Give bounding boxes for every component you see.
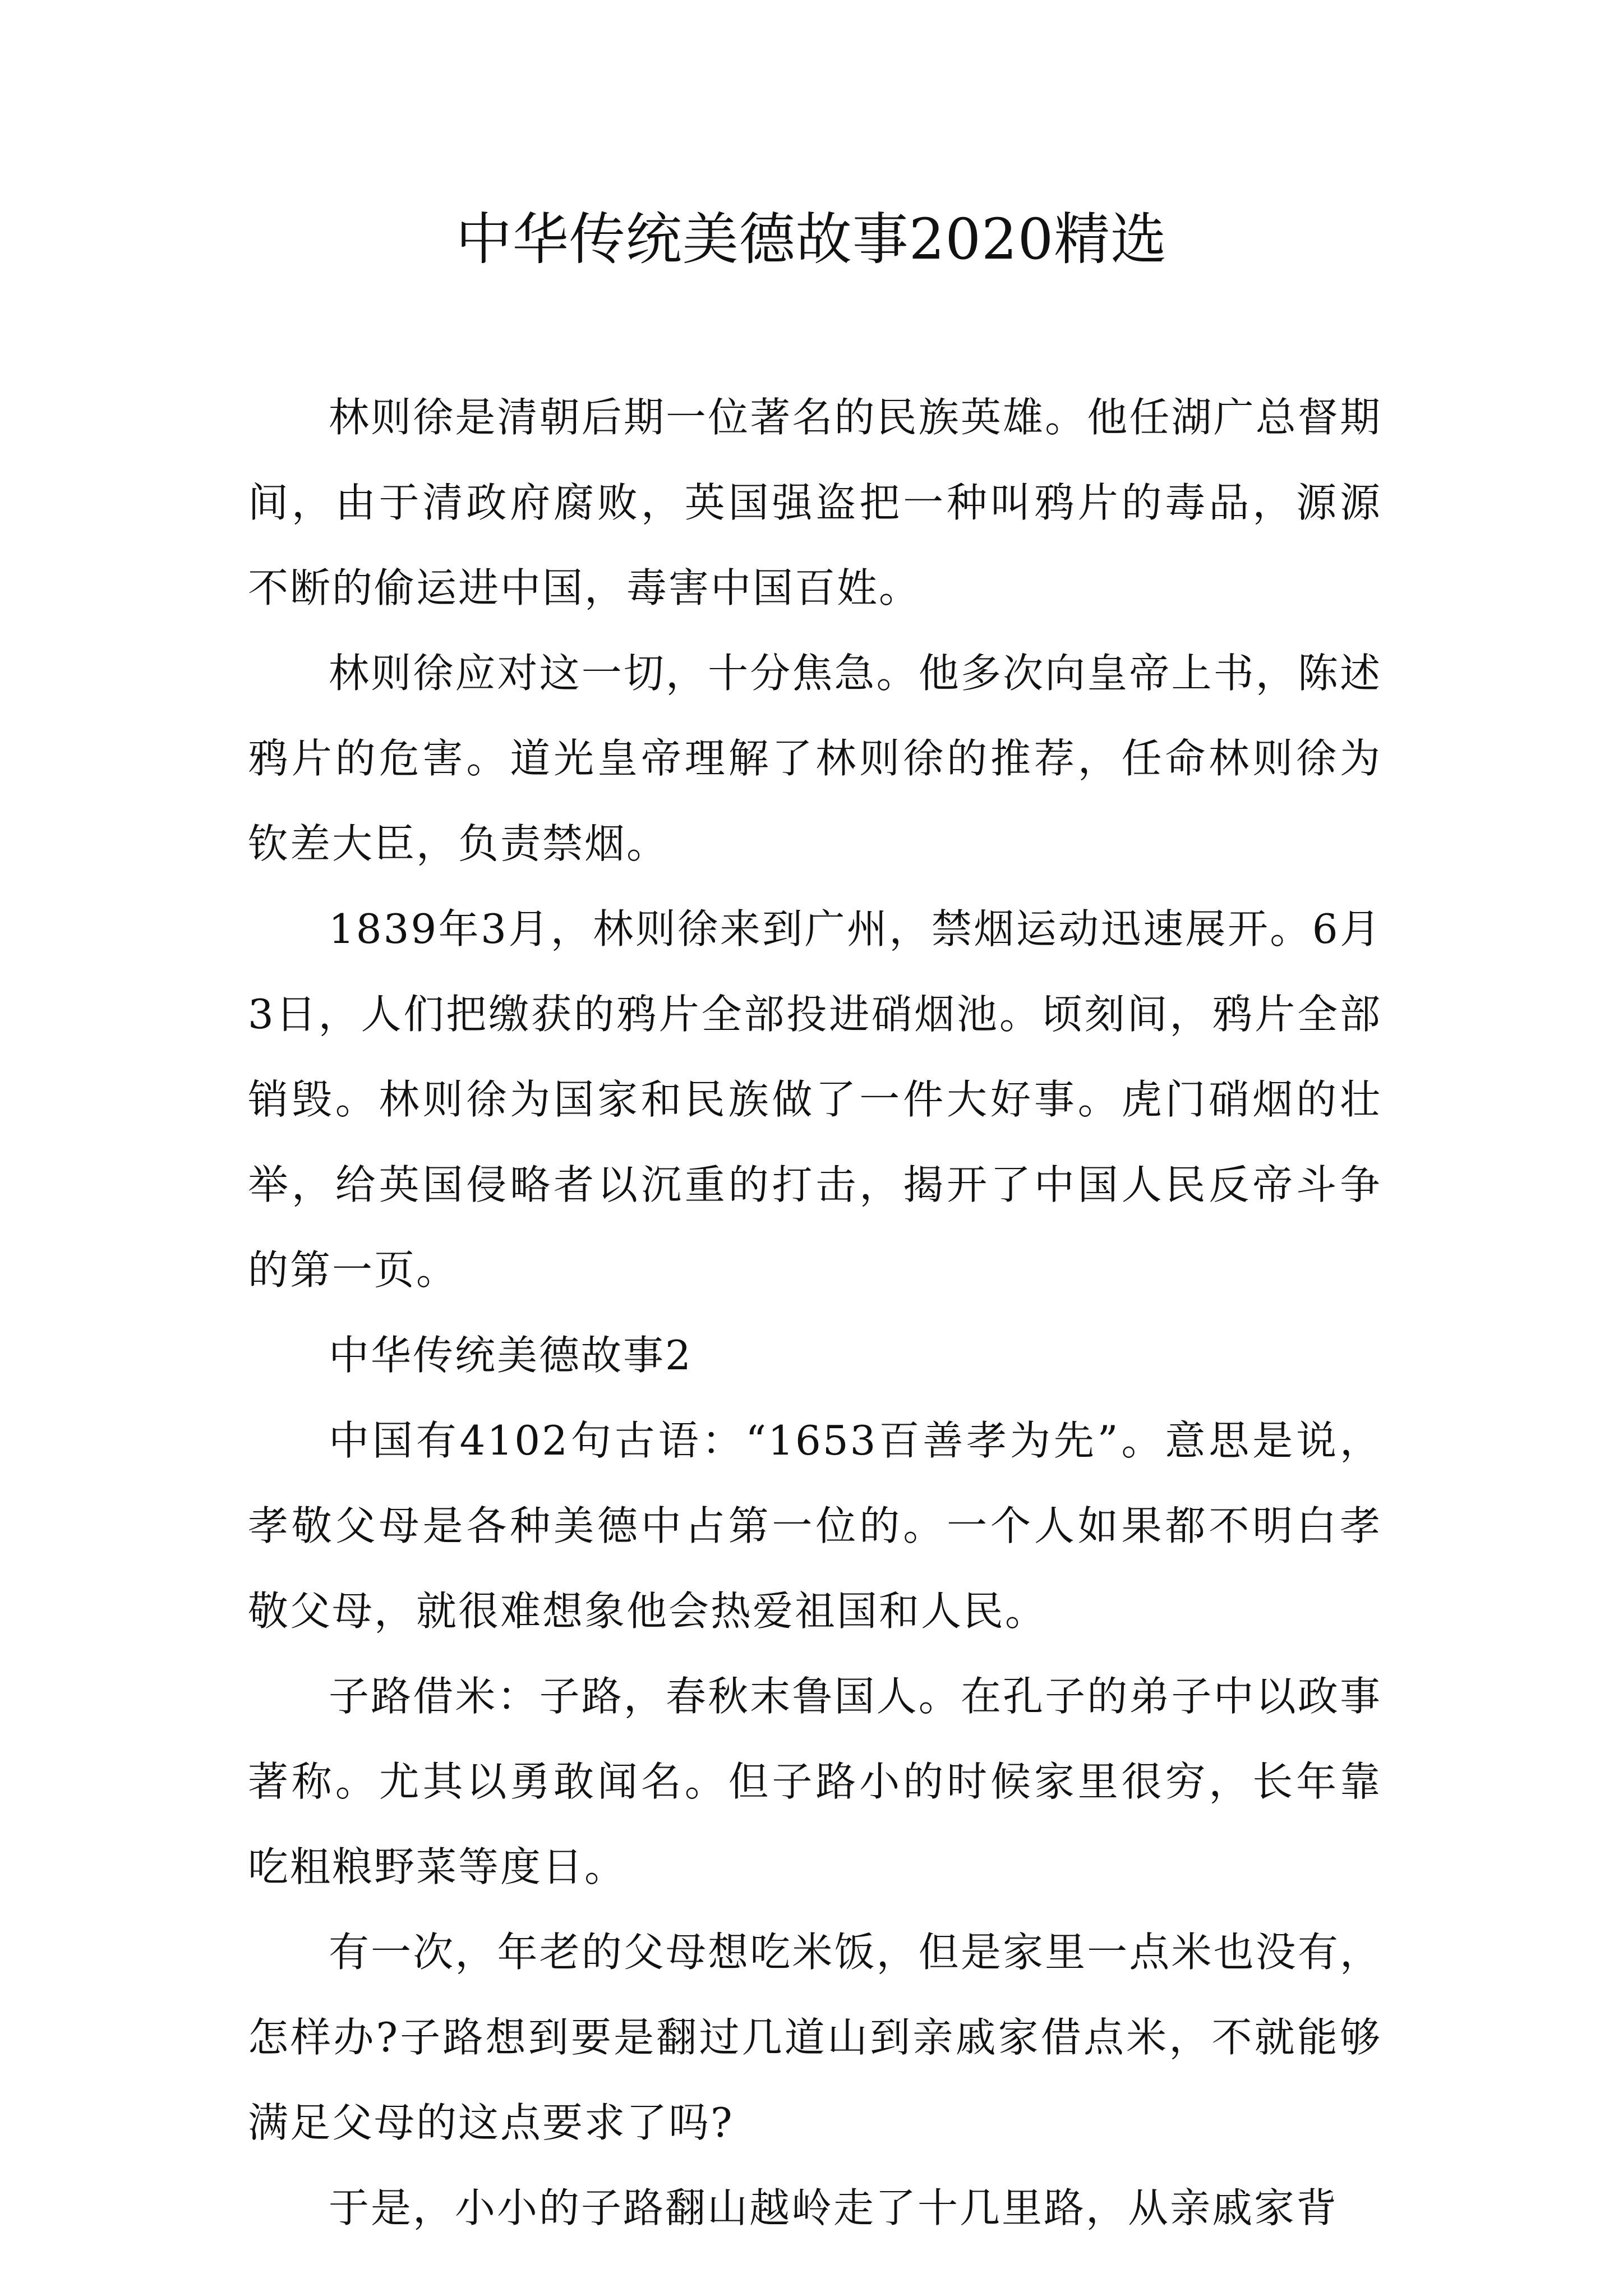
document-title: 中华传统美德故事2020精选 [455,206,1168,272]
document-body [248,375,1382,2251]
body-paragraph: 子路借米：子路，春秋末鲁国人。在孔子的弟子中以政事著称。尤其以勇敢闻名。但子路小的时候家里很穷，长年靠吃粗粮野菜等度日。 [248,1673,1382,1890]
body-paragraph: 1839年3月，林则徐来到广州，禁烟运动迅速展开。6月3日，人们把缴获的鸦片全部投进硝烟池。顷刻间，鸦片全部销毁。林则徐为国家和民族做了一件大好事。虎门硝烟的壮举，给英国侵略者以沉重的打击，揭开了中国人民反帝斗争的第一页。 [248,905,1382,1294]
body-paragraph: 林则徐是清朝后期一位著名的民族英雄。他任湖广总督期间，由于清政府腐败，英国强盗把一种叫鸦片的毒品，源源不断的偷运进中国，毒害中国百姓。 [248,394,1382,611]
body-paragraph: 于是，小小的子路翻山越岭走了十几里路，从亲戚家背 [329,2184,1339,2231]
section-heading: 中华传统美德故事2 [329,1332,693,1379]
body-paragraph: 中国有4102句古语：“1653百善孝为先”。意思是说，孝敬父母是各种美德中占第一位的。一个人如果都不明白孝敬父母，就很难想象他会热爱祖国和人民。 [248,1417,1382,1635]
body-paragraph: 林则徐应对这一切，十分焦急。他多次向皇帝上书，陈述鸦片的危害。道光皇帝理解了林则徐的推荐，任命林则徐为钦差大臣，负责禁烟。 [248,650,1382,867]
body-paragraph: 有一次，年老的父母想吃米饭，但是家里一点米也没有，怎样办?子路想到要是翻过几道山到亲戚家借点米，不就能够满足父母的这点要求了吗? [248,1929,1382,2146]
